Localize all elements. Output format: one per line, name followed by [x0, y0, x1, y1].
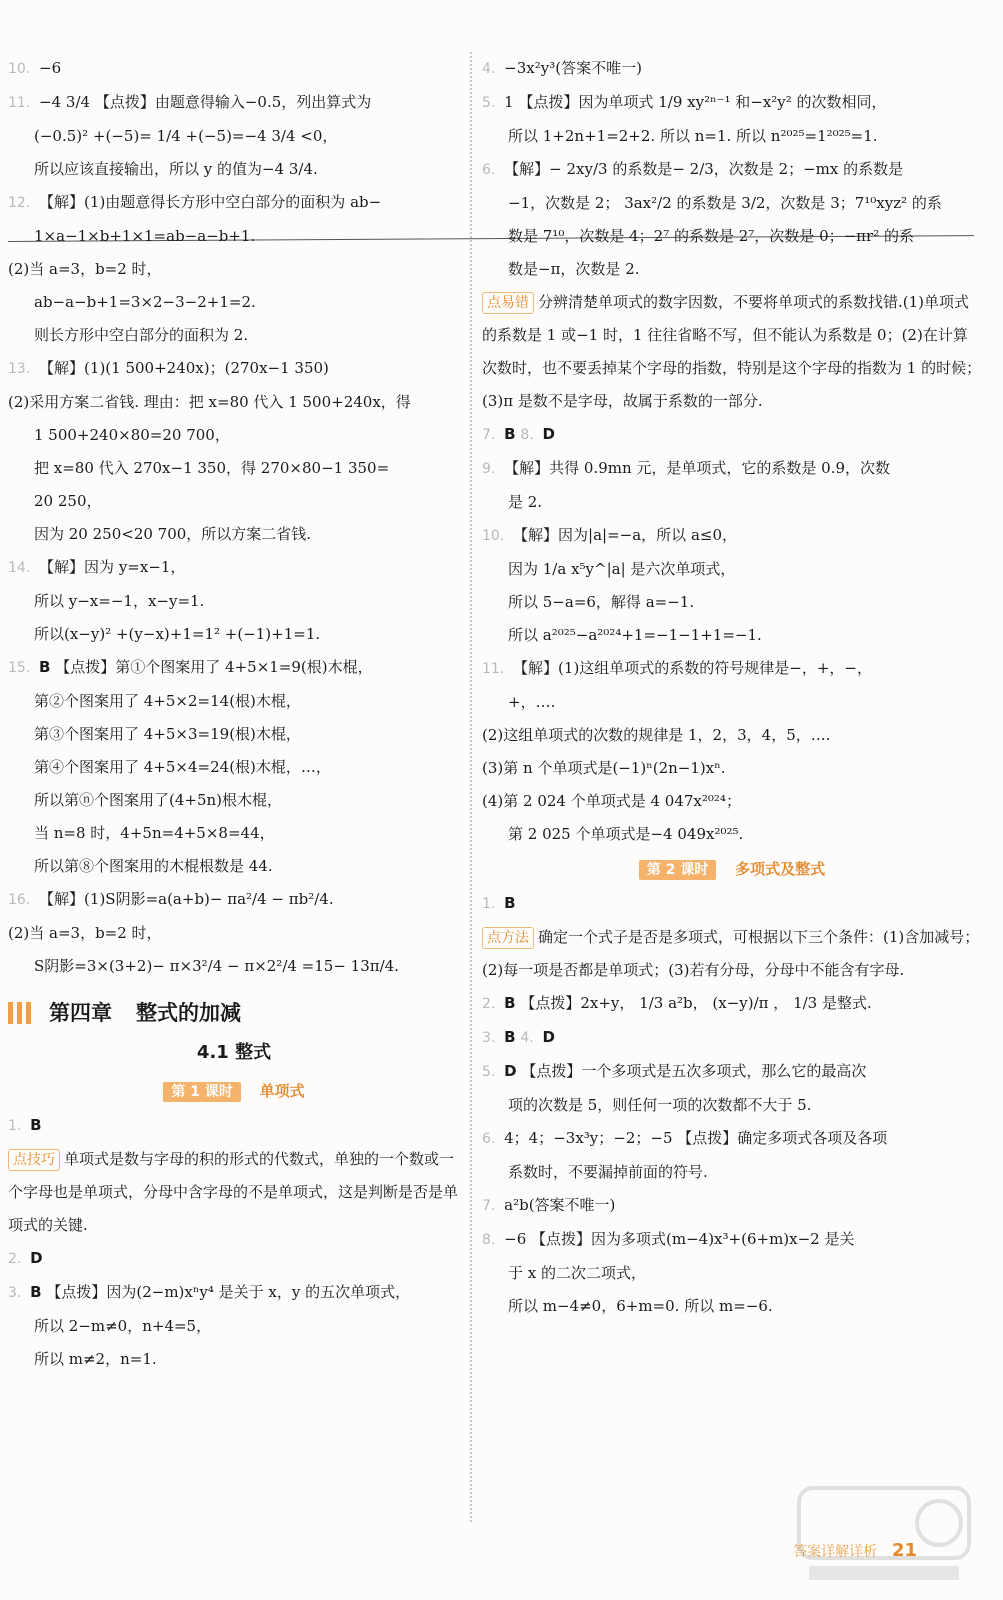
answer-line [482, 187, 982, 220]
choice-answer: D [542, 425, 555, 443]
lesson-title: 单项式 [259, 1082, 305, 1100]
answer-line [482, 452, 982, 486]
answer-text: 【解】(1)这组单项式的系数的符号规律是−，+，−， [513, 659, 873, 677]
answer-text: 【点拨】第①个图案用了 4+5×1=9(根)木棍， [55, 658, 373, 676]
answer-text: (2)采用方案二省钱. 理由：把 x=80 代入 1 500+240x，得 [8, 393, 411, 411]
question-number: 4. [482, 61, 496, 77]
answer-text: (2)当 a=3，b=2 时， [8, 260, 162, 278]
answer-line [482, 1055, 982, 1089]
answer-line [8, 718, 460, 751]
answer-text: 系数时，不要漏掉前面的符号. [508, 1163, 708, 1181]
question-number: 1. [8, 1118, 22, 1134]
answer-line [482, 153, 982, 187]
answer-line [482, 1223, 982, 1257]
answer-line [8, 817, 460, 850]
answer-text: 4；4；−3x³y；−2；−5 【点拨】确定多项式各项及各项 [504, 1129, 888, 1147]
answer-line [8, 286, 460, 319]
question-number: 10. [482, 528, 505, 544]
answer-text: 20 250， [34, 492, 102, 510]
answer-line [8, 1310, 460, 1343]
question-number: 2. [482, 996, 496, 1012]
answer-line [482, 1089, 982, 1122]
answer-text: −6 【点拨】因为多项式(m−4)x³+(6+m)x−2 是关 [504, 1230, 855, 1248]
answer-text: 【解】(1)S阴影=a(a+b)− πa²/4 − πb²/4. [39, 890, 334, 908]
answer-text: 于 x 的二次二项式， [508, 1264, 646, 1282]
answer-text: 【解】− 2xy/3 的系数是− 2/3，次数是 2；−mx 的系数是 [504, 160, 904, 178]
answer-line [482, 52, 982, 86]
question-number: 13. [8, 361, 31, 377]
answer-text: 是 2. [508, 493, 543, 511]
answer-text: 【解】(1)由题意得长方形中空白部分的面积为 ab− [39, 193, 382, 211]
question-number: 15. [8, 660, 31, 676]
answer-text: 把 x=80 代入 270x−1 350，得 270×80−1 350= [34, 459, 390, 477]
choice-answer: B [504, 994, 516, 1012]
answer-text: S阴影=3×(3+2)− π×3²/4 − π×2²/4 =15− 13π/4. [34, 957, 399, 975]
choice-answer: B [504, 425, 516, 443]
question-number: 5. [482, 95, 496, 111]
question-number: 5. [482, 1064, 496, 1080]
answer-text: 【解】因为|a|=−a，所以 a≤0， [513, 526, 738, 544]
choice-answer: D [504, 1062, 517, 1080]
answer-text: 因为 20 250<20 700，所以方案二省钱. [34, 525, 312, 543]
answer-line [482, 553, 982, 586]
section-title: 4.1 整式 [196, 1042, 272, 1063]
answer-text: −3x²y³(答案不唯一) [504, 59, 642, 77]
choice-answer: B [504, 1028, 516, 1046]
lesson-badge: 第 1 课时 [163, 1082, 241, 1102]
answer-line [482, 486, 982, 519]
choice-answer: B [30, 1116, 42, 1134]
answer-line [482, 652, 982, 686]
answer-text: −6 [39, 59, 62, 77]
question-number: 8. [520, 427, 534, 443]
answer-line [8, 1276, 460, 1310]
answer-line [8, 950, 460, 983]
answer-line [482, 586, 982, 619]
chapter-title: 整式的加减 [136, 1001, 241, 1025]
answer-line [8, 685, 460, 718]
answer-line [482, 887, 982, 921]
answer-text: 【点拨】因为(2−m)xⁿy⁴ 是关于 x，y 的五次单项式， [46, 1283, 411, 1301]
answer-line [8, 1242, 460, 1276]
answer-line [8, 386, 460, 419]
answer-text: (2)当 a=3，b=2 时， [8, 924, 162, 942]
answer-text: 所以 2−m≠0，n+4=5， [34, 1317, 212, 1335]
answer-line [482, 253, 982, 286]
answer-text: 第③个图案用了 4+5×3=19(根)木棍， [34, 725, 301, 743]
choice-answer: B [504, 894, 516, 912]
answer-line [8, 52, 460, 86]
question-number: 11. [482, 661, 505, 677]
answer-text: (−0.5)² +(−5)= 1/4 +(−5)=−4 3/4 <0， [34, 127, 338, 145]
answer-text: −1，次数是 2； 3ax²/2 的系数是 3/2，次数是 3；7¹⁰xyz² 的系 [508, 194, 942, 212]
answer-line [482, 120, 982, 153]
answer-line [8, 220, 460, 253]
answer-text: 所以 1+2n+1=2+2. 所以 n=1. 所以 n²⁰²⁵=1²⁰²⁵=1. [508, 127, 878, 145]
answer-line [482, 1257, 982, 1290]
answer-line [482, 1290, 982, 1323]
answer-line [482, 86, 982, 120]
answer-line [8, 1109, 460, 1143]
tip-text: 单项式是数与字母的积的形式的代数式，单独的一个数或一个字母也是单项式，分母中含字母的不是单项式，这是判断是否是单项式的关键. [8, 1150, 459, 1234]
chapter-number: 第四章 [49, 1001, 112, 1025]
answer-line [8, 186, 460, 220]
answer-text: 所以 a²⁰²⁵−a²⁰²⁴+1=−1−1+1=−1. [508, 626, 762, 644]
answer-line [482, 785, 982, 818]
answer-text: 第 2 025 个单项式是−4 049x²⁰²⁵. [508, 825, 744, 843]
tip-text: 确定一个式子是否是多项式，可根据以下三个条件：(1)含加减号；(2)每一项是否都是单项式；(3)若有分母，分母中不能含有字母. [482, 928, 980, 979]
lesson-title: 多项式及整式 [735, 860, 826, 878]
answer-line [8, 585, 460, 618]
question-number: 9. [482, 461, 496, 477]
question-number: 6. [482, 1131, 496, 1147]
answer-line [482, 1122, 982, 1156]
page-number: 21 [891, 1540, 917, 1561]
question-number: 8. [482, 1232, 496, 1248]
answer-text: 【解】(1)(1 500+240x)；(270x−1 350) [39, 359, 329, 377]
question-number: 11. [8, 95, 31, 111]
answer-line [8, 153, 460, 186]
answer-line [482, 619, 982, 652]
answer-line [8, 850, 460, 883]
tip-label: 点易错 [482, 292, 534, 314]
answer-text: +，…. [508, 693, 556, 711]
answer-line [8, 551, 460, 585]
answer-text: (4)第 2 024 个单项式是 4 047x²⁰²⁴； [482, 792, 741, 810]
answer-text: 所以第ⓝ个图案用了(4+5n)根木棍， [34, 791, 283, 809]
question-number: 14. [8, 560, 31, 576]
question-number: 6. [482, 162, 496, 178]
answer-text: 当 n=8 时，4+5n=4+5×8=44， [34, 824, 275, 842]
answer-text: 【点拨】一个多项式是五次多项式，那么它的最高次 [521, 1062, 867, 1080]
answer-text: 1 【点拨】因为单项式 1/9 xy²ⁿ⁻¹ 和−x²y² 的次数相同， [504, 93, 887, 111]
question-number: 3. [482, 1030, 496, 1046]
question-number: 7. [482, 427, 496, 443]
tip-text: 分辨清楚单项式的数字因数，不要将单项式的系数找错.(1)单项式的系数是 1 或−1 时，1 往往省略不写，但不能认为系数是 0；(2)在计算次数时，也不要丢掉某个字母的指数，特别是这个字母的指数为 1 的时候；(3)π 是数不是字母，故属于系数的一部分. [482, 293, 982, 410]
answer-text: 则长方形中空白部分的面积为 2. [34, 326, 249, 344]
lesson-header-2 [482, 851, 982, 887]
column-divider [470, 52, 472, 1522]
question-number: 1. [482, 896, 496, 912]
answer-line [8, 352, 460, 386]
answer-text: 1×a−1×b+1×1=ab−a−b+1. [34, 227, 256, 245]
answer-text: 【解】共得 0.9mn 元，是单项式，它的系数是 0.9，次数 [504, 459, 891, 477]
answer-line [8, 1343, 460, 1376]
answer-text: 所以 y−x=−1，x−y=1. [34, 592, 205, 610]
watermark-logo-icon [789, 1478, 979, 1588]
answer-line [8, 120, 460, 153]
answer-text: 【解】因为 y=x−1， [39, 558, 186, 576]
answer-line [8, 253, 460, 286]
answer-text: (2)这组单项式的次数的规律是 1，2，3，4，5，…. [482, 726, 831, 744]
answer-line [482, 719, 982, 752]
answer-line [8, 452, 460, 485]
answer-text: 数是−π，次数是 2. [508, 260, 640, 278]
question-number: 4. [520, 1030, 534, 1046]
answer-line [8, 86, 460, 120]
answer-line [8, 651, 460, 685]
chapter-bars-icon [8, 1002, 31, 1024]
answer-text: 数是 7¹⁰，次数是 4；2⁷ 的系数是 2⁷，次数是 0；−πr² 的系 [508, 227, 914, 245]
answer-text: −4 3/4 【点拨】由题意得输入−0.5，列出算式为 [39, 93, 372, 111]
answer-line [482, 818, 982, 851]
answer-line [8, 784, 460, 817]
answer-text: 所以 5−a=6，解得 a=−1. [508, 593, 695, 611]
answer-line [482, 418, 982, 452]
answer-text: 1 500+240×80=20 700， [34, 426, 230, 444]
answer-line [482, 220, 982, 253]
footer-label: 答案详解详析 [793, 1544, 878, 1560]
question-number: 7. [482, 1198, 496, 1214]
lesson-header-1 [8, 1073, 460, 1109]
question-number: 12. [8, 195, 31, 211]
answer-line [8, 751, 460, 784]
answer-line [482, 1156, 982, 1189]
answer-text: 所以应该直接输出，所以 y 的值为−4 3/4. [34, 160, 318, 178]
lesson-badge: 第 2 课时 [639, 860, 717, 880]
tip-label: 点方法 [482, 927, 534, 949]
question-number: 3. [8, 1285, 22, 1301]
answer-line [482, 1189, 982, 1223]
answer-text: 第④个图案用了 4+5×4=24(根)木棍，…， [34, 758, 331, 776]
answer-text: ab−a−b+1=3×2−3−2+1=2. [34, 293, 256, 311]
answer-line [8, 883, 460, 917]
answer-line [8, 518, 460, 551]
right-column [482, 52, 982, 1323]
answer-text: 所以第⑧个图案用的木棍根数是 44. [34, 857, 273, 875]
answer-text: 所以 m≠2，n=1. [34, 1350, 157, 1368]
answer-line [8, 419, 460, 452]
tip-box [8, 1143, 460, 1242]
choice-answer: D [30, 1249, 43, 1267]
tip-box-method [482, 921, 982, 987]
choice-answer: B [30, 1283, 42, 1301]
choice-answer: B [39, 658, 51, 676]
answer-line [8, 917, 460, 950]
left-column [8, 52, 460, 1376]
tip-label: 点技巧 [8, 1149, 60, 1171]
answer-line [482, 686, 982, 719]
question-number: 10. [8, 61, 31, 77]
answer-line [482, 987, 982, 1021]
question-number: 16. [8, 892, 31, 908]
question-number: 2. [8, 1251, 22, 1267]
answer-text: 所以(x−y)² +(y−x)+1=1² +(−1)+1=1. [34, 625, 321, 643]
tip-box-error [482, 286, 982, 418]
answer-line [482, 752, 982, 785]
answer-line [8, 618, 460, 651]
answer-text: 所以 m−4≠0，6+m=0. 所以 m=−6. [508, 1297, 773, 1315]
answer-text: 因为 1/a x⁵y^|a| 是六次单项式， [508, 560, 736, 578]
answer-line [482, 519, 982, 553]
answer-text: a²b(答案不唯一) [504, 1196, 616, 1214]
answer-text: (3)第 n 个单项式是(−1)ⁿ(2n−1)xⁿ. [482, 759, 726, 777]
answer-text: 第②个图案用了 4+5×2=14(根)木棍， [34, 692, 301, 710]
chapter-heading [8, 993, 460, 1033]
answer-line [482, 1021, 982, 1055]
choice-answer: D [542, 1028, 555, 1046]
answer-text: 项的次数是 5，则任何一项的次数都不大于 5. [508, 1096, 812, 1114]
answer-line [8, 485, 460, 518]
answer-line [8, 319, 460, 352]
answer-text: 【点拨】2x+y， 1/3 a²b， (x−y)/π ， 1/3 是整式. [520, 994, 872, 1012]
